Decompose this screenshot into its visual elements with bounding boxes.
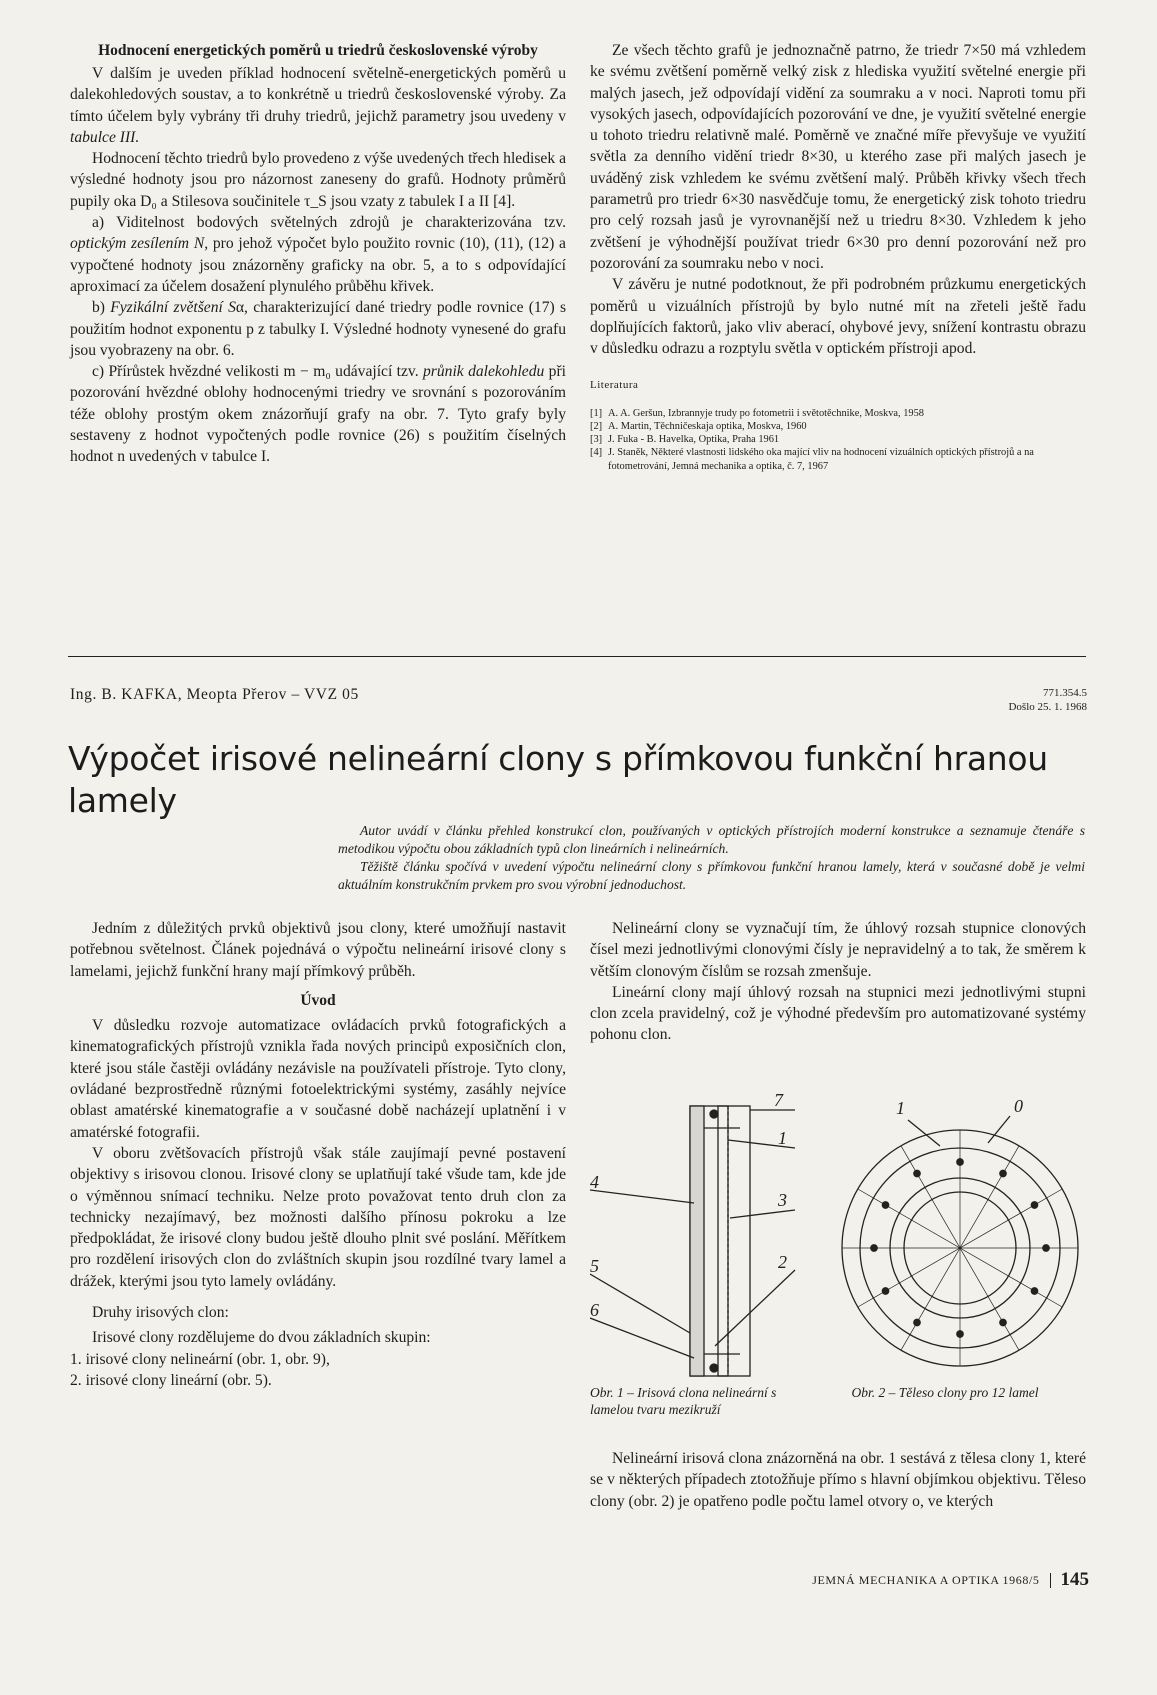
diaphragm-ring: [690, 1106, 704, 1376]
paragraph: V závěru je nutné podotknout, že při podrobném průzkumu energetických poměrů u vizuálních přístrojů by bylo nutné mít na zřeteli ještě řadu doplňujících faktorů, jako vliv aberací, ohybové jevy, snížení kontrastu obrazu v důsledku odrazu a rozptylu světla v optickém přístroji apod.: [590, 276, 1086, 358]
reference-item: [590, 420, 1086, 433]
lamella-hole: [882, 1202, 888, 1208]
paragraph-part: pro jehož výpočet bylo použito rovnic (10), (11), (12) a vypočtené hodnoty jsou znázorněny graficky na obr. 5, a to s odpovídající aproximací za účelem dosažení plynulého průběhu křivek.: [70, 235, 566, 295]
reference-text: J. Fuka - B. Havelka, Optika, Praha 1961: [608, 434, 780, 446]
leader-line: [730, 1210, 795, 1218]
left-top-column: [70, 40, 566, 468]
list-item: 2. irisové clony lineární (obr. 5).: [70, 1371, 272, 1389]
lamella-hole: [1043, 1245, 1049, 1251]
lamella-hole: [957, 1331, 963, 1337]
reference-number: [1]: [590, 407, 603, 419]
fig2-label: 1: [896, 1098, 905, 1118]
paragraph-part: c) Přírůstek hvězdné velikosti m − m₀ udávající tzv.: [92, 363, 423, 381]
reference-text: A. Martin, Těchničeskaja optika, Moskva, 1960: [608, 420, 807, 432]
lamella-hole: [914, 1319, 920, 1325]
paragraph: V důsledku rozvoje automatizace ovládacích prvků fotografických a kinematografických přístrojů vznikla řada nových principů exposičních clon, které jsou stále častěji ovládány nezávisle na používateli přístroje. Tyto clony, ovládané bezprostředně různými fotoelektrickými systémy, zasáhly nejvíce oblast amatérské kinematografie a v současné době nacházejí uplatnění i v amatérské fotografii.: [70, 1017, 566, 1141]
paragraph-part: a) Viditelnost bodových světelných zdrojů je charakterizována tzv.: [92, 214, 566, 232]
abstract-paragraph: Těžiště článku spočívá v uvedení výpočtu nelineární clony s přímkovou funkční hranou lamely, která v současné době je velmi aktuálním konstrukčním prvkem pro svou výrobní jednoduchost.: [338, 859, 1085, 892]
page-footer: [812, 1569, 1089, 1591]
fig2-label: 0: [1014, 1096, 1023, 1116]
paragraph-part: b): [92, 299, 111, 317]
paragraph-part: α, charakterizující dané triedry podle rovnice (17) s použitím hodnot exponentu p z tabulky I. Výsledné hodnoty vynesené do grafu jsou vyobrazeny na obr. 6.: [70, 299, 567, 359]
section-heading: Hodnocení energetických poměrů u triedrů československé výroby: [98, 42, 538, 59]
received-date: Došlo 25. 1. 1968: [1008, 701, 1087, 713]
emphasis: tabulce III.: [70, 128, 140, 146]
lamella-hole: [1000, 1319, 1006, 1325]
paragraph-part: při pozorování hvězdné oblohy hodnocenými triedry ve srovnání s pozorováním téže oblohy prostým okem znázorňují grafy na obr. 7. Tyto grafy byly sestaveny z hodnot vypočtených podle rovnice (26) s použitím číselných hodnot n uvedených v tabulce I.: [70, 363, 566, 466]
lamella-hole: [1031, 1202, 1037, 1208]
fig1-label: 7: [774, 1090, 783, 1110]
figure-1-labels: [590, 1090, 787, 1320]
abstract-paragraph: Autor uvádí v článku přehled konstrukcí clon, používaných v optických přístrojích moderní konstrukce a seznamuje čtenáře s metodikou výpočtu obou základních typů clon lineárních i nelineárních.: [338, 823, 1085, 856]
paragraph: Irisové clony rozdělujeme do dvou základních skupin:: [92, 1329, 431, 1347]
fig1-label: 5: [590, 1256, 599, 1276]
lamella-hole: [1000, 1170, 1006, 1176]
emphasis: průnik dalekohledu: [423, 363, 545, 381]
article-title: Výpočet irisové nelineární clony s přímkovou funkční hranou lamely: [68, 739, 1048, 820]
leader-line: [590, 1190, 694, 1203]
reference-list: [590, 407, 1086, 473]
fig1-label: 2: [778, 1252, 787, 1272]
right-bottom-continuation: [590, 1448, 1086, 1512]
journal-name: JEMNÁ MECHANIKA A OPTIKA 1968/5: [812, 1573, 1050, 1588]
leader-line: [715, 1270, 795, 1346]
fig1-label: 4: [590, 1172, 599, 1192]
lamella-hole: [914, 1170, 920, 1176]
reference-text: A. A. Geršun, Izbrannyje trudy po fotometrii i světotěchnike, Moskva, 1958: [608, 407, 924, 419]
paragraph: Hodnocení těchto triedrů bylo provedeno z výše uvedených třech hledisek a výsledné hodnoty jsou pro názornost zaneseny do grafů. Hodnoty průměrů pupily oka D₀ a Stilesova součinitele τ_S jsou vzaty z tabulek I a II [4].: [70, 150, 566, 210]
paragraph: Druhy irisových clon:: [92, 1304, 229, 1322]
right-bottom-column: [590, 918, 1086, 1046]
article-abstract: [338, 822, 1085, 894]
paragraph: Ze všech těchto grafů je jednoznačně patrno, že triedr 7×50 má vzhledem ke svému zvětšení poměrně velký zisk z hlediska využití světelné energie při malých jasech, jež odpovídají vidění za soumraku a v noci. Naproti tomu při vysokých jasech, odpovídajících pozorování ve dne, je využití světelné energie u tohoto triedru relativně malé. Poměrně ve značné míře převyšuje ve využití světla za denního vidění triedr 8×30, u kterého zase při malých jasech je uváděný zisk vzhledem ke svému zvětšení malý. Průběh křivky všech třech parametrů pro triedr 6×30 nasvědčuje tomu, že energetický zisk tohoto triedru pro celý rozsah jasů je vyrovnanější než u triedru 8×30. Vzhledem k jeho zvětšení je výhodnější používat triedr 6×30 pro denní pozorování než pro pozorování za soumraku nebo v noci.: [590, 42, 1086, 272]
left-bottom-column: [70, 918, 566, 1391]
udc-code: 771.354.5: [1043, 687, 1087, 699]
literature-heading: Literatura: [590, 379, 639, 392]
paragraph: V dalším je uveden příklad hodnocení světelně-energetických poměrů u dalekohledových soustav, a to konkrétně u triedrů československé výroby. Za tímto účelem byly vybrány tři druhy triedrů, jejichž parametry jsou uvedeny v: [70, 65, 566, 125]
lamella-hole: [957, 1159, 963, 1165]
section-heading-uvod: Úvod: [300, 991, 336, 1009]
figures-1-2: [590, 1088, 1090, 1388]
paragraph: Lineární clony mají úhlový rozsah na stupnici mezi jednotlivými stupni clon zcela pravidelný, což je výhodné především pro automatizované systémy pohonu clon.: [590, 983, 1086, 1044]
reference-text: J. Staněk, Některé vlastnosti lidského oka mající vliv na hodnocení vizuálních optických přístrojů a na fotometrování, Jemná mechanika a optika, č. 7, 1967: [608, 447, 1034, 472]
emphasis: optickým zesílením N,: [70, 235, 209, 253]
paragraph: Nelineární clony se vyznačují tím, že úhlový rozsah stupnice clonových čísel mezi jednotlivými clonovými čísly je nepravidelný a to tak, že směrem k větším clonovým číslům se rozsah zmenšuje.: [590, 920, 1086, 980]
page-number: 145: [1060, 1569, 1089, 1590]
section-divider: [68, 656, 1086, 657]
list-item: 1. irisové clony nelineární (obr. 1, obr. 9),: [70, 1350, 330, 1368]
leader-line: [590, 1318, 694, 1358]
article-author: Ing. B. KAFKA, Meopta Přerov – VVZ 05: [70, 686, 359, 703]
intro-paragraph: Jedním z důležitých prvků objektivů jsou clony, které umožňují nastavit potřebnou světelnost. Článek pojednává o výpočtu nelineární irisové clony s lamelami, jejichž funkční hrany mají přímkový průběh.: [70, 920, 566, 980]
reference-number: [3]: [590, 434, 603, 446]
reference-item: [590, 446, 1086, 472]
reference-item: [590, 433, 1086, 446]
reference-item: [590, 407, 1086, 420]
caption-fig-1: Obr. 1 – Irisová clona nelineární s lamelou tvaru mezikruží: [590, 1385, 777, 1417]
fig1-label: 6: [590, 1300, 599, 1320]
figure-1-cross-section: [590, 1106, 795, 1376]
article-meta: [1008, 686, 1087, 714]
reference-number: [2]: [590, 420, 603, 432]
figure-2-diaphragm-body: [842, 1116, 1078, 1366]
pin-top: [710, 1110, 718, 1118]
lamella-hole: [871, 1245, 877, 1251]
right-top-column: [590, 40, 1086, 473]
figure-2-labels: [896, 1096, 1023, 1118]
fig1-label: 1: [778, 1128, 787, 1148]
pin-bottom: [710, 1364, 718, 1372]
paragraph: Nelineární irisová clona znázorněná na obr. 1 sestává z tělesa clony 1, které se v některých případech ztotožňuje přímo s hlavní objímkou objektivu. Těleso clony (obr. 2) je opatřeno podle počtu lamel otvory o, ve kterých: [590, 1450, 1086, 1510]
lamella-hole: [1031, 1288, 1037, 1294]
paragraph: V oboru zvětšovacích přístrojů však stále zaujímají pevné postavení objektivy s irisovou clonou. Irisové clony se uplatňují také všude tam, kde jde o výměnnou snímací techniku. Nelze proto považovat tento druh clon za technicky nezajímavý, bez možnosti dalšího přínosu pokroku a lze předpokládat, že irisové clony budou ještě dlouho plnit své poslání. Měřítkem pro rozdělení irisových clon do zvláštních skupin jsou rozdílné tvary lamel a drážek, kterými jsou tyto lamely ovládány.: [70, 1144, 566, 1290]
emphasis: Fyzikální zvětšení S: [110, 299, 236, 317]
reference-number: [4]: [590, 447, 603, 459]
caption-fig-2: Obr. 2 – Těleso clony pro 12 lamel: [851, 1385, 1039, 1400]
fig1-label: 3: [778, 1190, 787, 1210]
lamella-hole: [882, 1288, 888, 1294]
